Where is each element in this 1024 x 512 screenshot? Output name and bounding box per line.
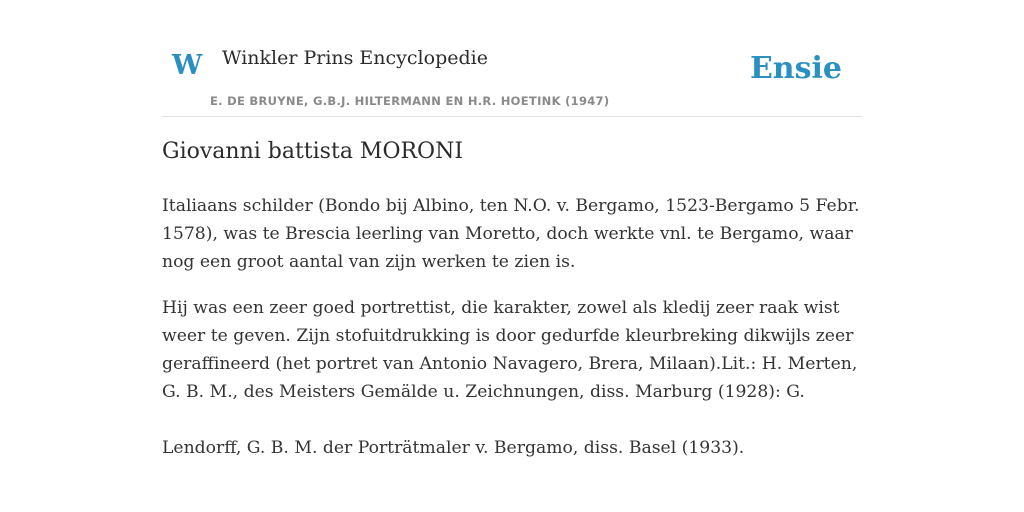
publication-authors: E. DE BRUYNE, G.B.J. HILTERMANN EN H.R. HOETINK (1947) — [210, 94, 610, 108]
site-header — [162, 0, 862, 117]
brand-logo-link[interactable]: Ensie — [749, 51, 842, 86]
article-title: Giovanni battista MORONI — [162, 139, 464, 164]
article-paragraph: Italiaans schilder (Bondo bij Albino, ten N.O. v. Bergamo, 1523-Bergamo 5 Febr. 1578), was te Brescia leerling van Moretto, doch werkte vnl. te Bergamo, waar nog een groot aantal van zijn werken te zien is. — [162, 195, 860, 272]
article-paragraph: Lendorff, G. B. M. der Porträtmaler v. Bergamo, diss. Basel (1933). — [162, 437, 745, 458]
publication-title[interactable]: Winkler Prins Encyclopedie — [222, 47, 488, 69]
publication-logo[interactable]: W — [172, 50, 203, 81]
article-paragraph: Hij was een zeer goed portrettist, die karakter, zowel als kledij zeer raak wist weer te geven. Zijn stofuitdrukking is door gedurfde kleurbreking dikwijls zeer geraffineerd (het portret van Antonio Navagero, Brera, Milaan).Lit.: H. Merten, G. B. M., des Meisters Gemälde u. Zeichnungen, diss. Marburg (1928): G. — [162, 297, 858, 402]
article — [162, 138, 862, 480]
